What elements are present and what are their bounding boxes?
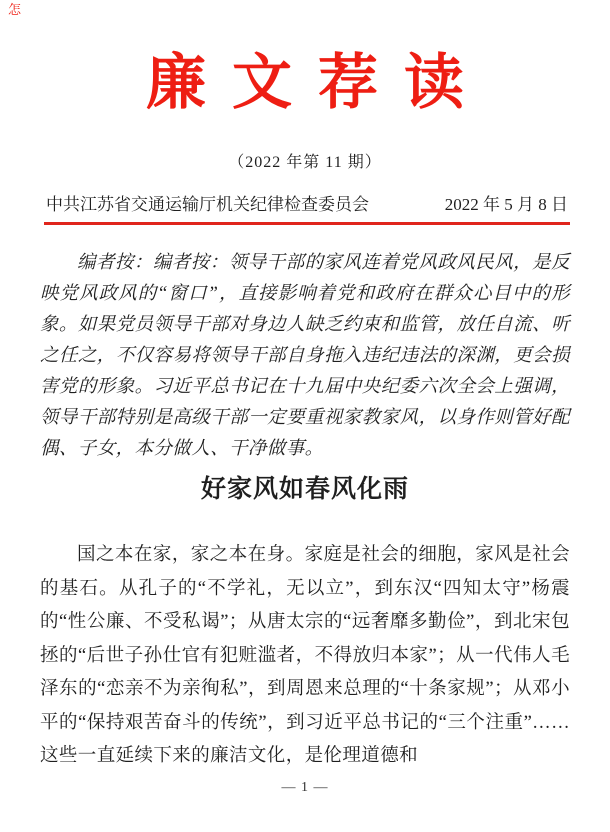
- issuing-organization: 中共江苏省交通运输厅机关纪律检查委员会: [46, 195, 369, 214]
- corner-mark: 怎: [8, 2, 22, 17]
- header-divider: [44, 222, 570, 225]
- article-title: 好家风如春风化雨: [200, 476, 409, 503]
- article-body: 国之本在家，家之本在身。家庭是社会的细胞，家风是社会的基石。从孔子的“不学礼，无以立”，到东汉“四知太守”杨震的“性公廉、不受私谒”；从唐太宗的“远奢靡多勤俭”，到北宋包拯的“后世子孙仕官有犯赃滥者，不得放归本家”；从一代伟人毛泽东的“恋亲不为亲徇私”，到周恩来总理的“十条家规”；从邓小平的“保持艰苦奋斗的传统”，到习近平总书记的“三个注重”……这些一直延续下来的廉洁文化，是伦理道德和: [40, 545, 570, 766]
- document-header: [46, 194, 568, 216]
- editor-note: 编者按：编者按：领导干部的家风连着党风政风民风，是反映党风政风的“窗口”，直接影响着党和政府在群众心目中的形象。如果党员领导干部对身边人缺乏约束和监管，放任自流、听之任之，不仅容易将领导干部自身拖入违纪违法的深渊，更会损害党的形象。习近平总书记在十九届中央纪委六次全会上强调，领导干部特别是高级干部一定要重视家教家风，以身作则管好配偶、子女，本分做人、干净做事。: [40, 253, 570, 459]
- issue-number: （2022 年第 11 期）: [228, 154, 382, 171]
- page-number: — 1 —: [281, 780, 329, 795]
- issue-date: 2022 年 5 月 8 日: [444, 195, 568, 214]
- masthead-title: 廉文荐读: [146, 50, 490, 116]
